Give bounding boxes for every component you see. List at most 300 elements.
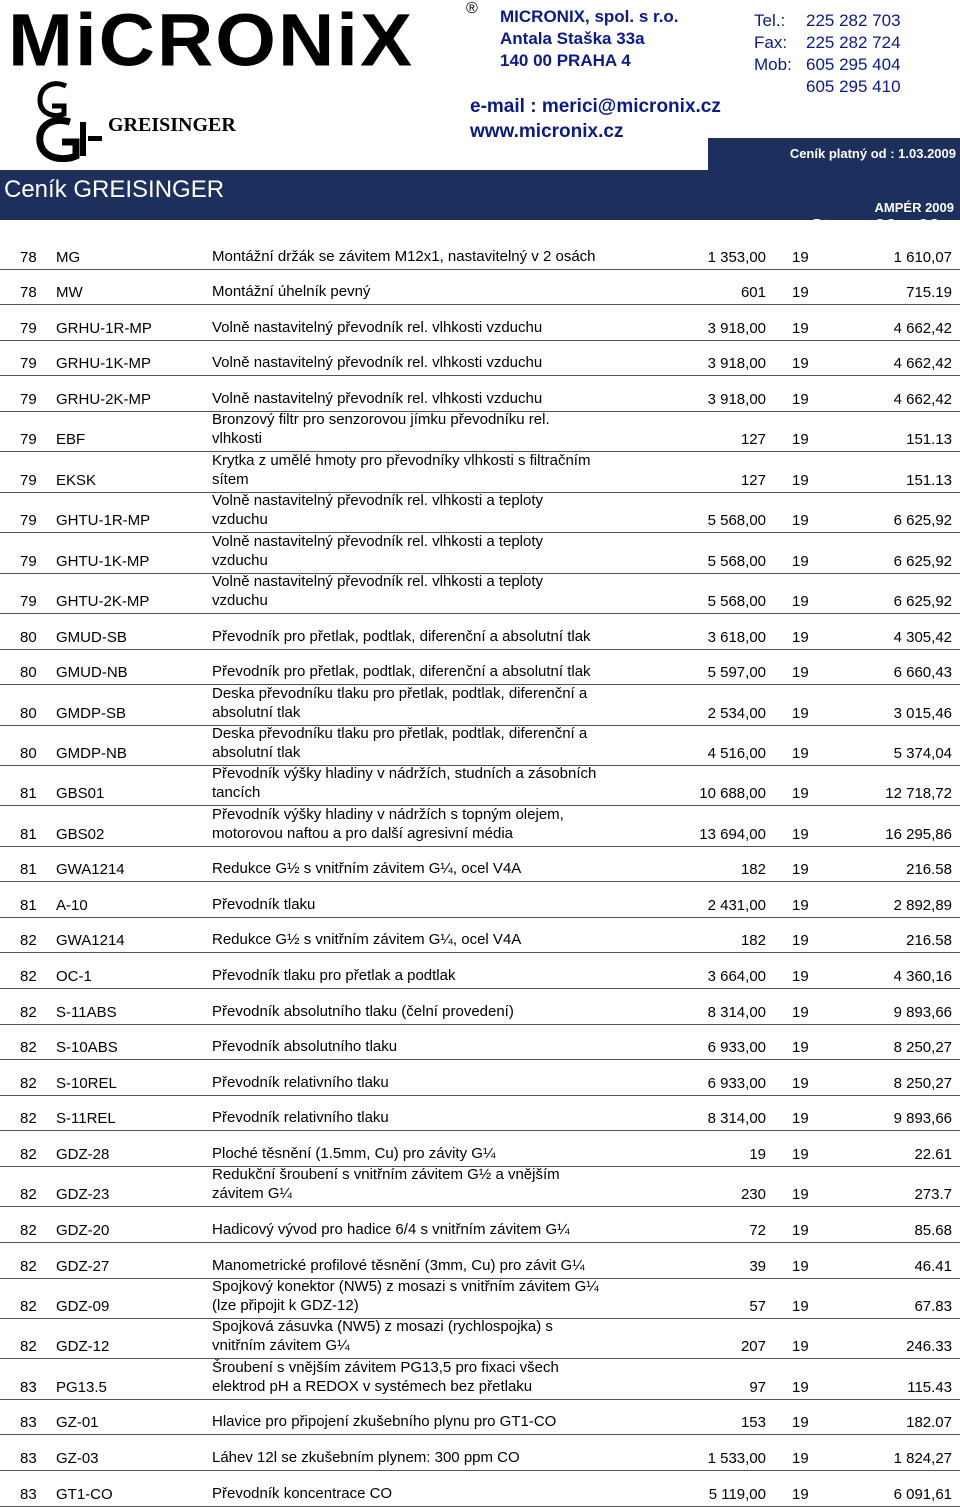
- total-cell: 6 625,92: [893, 592, 952, 610]
- description-cell: [212, 859, 521, 878]
- description-line-1: Převodník relativního tlaku: [212, 1073, 389, 1091]
- mob-value-2: 605 295 410: [806, 77, 901, 96]
- description-cell: [212, 895, 315, 914]
- price-cell: 5 568,00: [707, 552, 766, 570]
- price-cell: 3 618,00: [707, 628, 766, 646]
- group-cell: 80: [20, 628, 37, 646]
- vat-cell: 19: [792, 248, 809, 266]
- code-cell: GRHU-1R-MP: [56, 319, 152, 337]
- page-title: Ceník GREISINGER: [4, 176, 225, 203]
- vat-cell: 19: [792, 471, 809, 489]
- vat-cell: 19: [792, 1414, 809, 1432]
- table-row: [0, 806, 960, 846]
- vat-cell: 19: [792, 1485, 809, 1503]
- description-line-1: Redukce G½ s vnitřním závitem G¼, ocel V4A: [212, 860, 522, 878]
- table-row: [0, 574, 960, 614]
- description-line-2: tancích: [212, 784, 261, 802]
- price-table: [0, 234, 960, 1507]
- vat-cell: 19: [792, 932, 809, 950]
- group-cell: 83: [20, 1449, 37, 1467]
- description-cell: [212, 1277, 599, 1315]
- price-cell: 97: [749, 1378, 766, 1396]
- vat-cell: 19: [792, 744, 809, 762]
- price-cell: 1 353,00: [707, 248, 766, 266]
- group-cell: 82: [20, 1186, 37, 1204]
- table-row: [0, 341, 960, 377]
- website-link[interactable]: www.micronix.cz: [470, 121, 624, 142]
- code-cell: GZ-01: [56, 1414, 99, 1432]
- company-name: MICRONIX, spol. s r.o.: [500, 7, 679, 26]
- group-cell: 82: [20, 1039, 37, 1057]
- description-line-1: Volně nastavitelný převodník rel. vlhkosti a teploty: [212, 572, 544, 590]
- vat-cell: 19: [792, 552, 809, 570]
- description-line-2: vnitřním závitem G¼: [212, 1337, 350, 1355]
- total-cell: 67.83: [914, 1297, 952, 1315]
- description-cell: [212, 1037, 397, 1056]
- price-cell: 2 534,00: [707, 704, 766, 722]
- description-line-1: Volně nastavitelný převodník rel. vlhkosti a teploty: [212, 532, 544, 550]
- description-line-1: Volně nastavitelný převodník rel. vlhkosti vzduchu: [212, 318, 543, 336]
- description-cell: [212, 1412, 556, 1431]
- vat-cell: 19: [792, 785, 809, 803]
- code-cell: MG: [56, 248, 81, 266]
- description-line-1: Spojkový konektor (NW5) z mosazi s vnitřním závitem G¼: [212, 1277, 599, 1295]
- description-cell: [212, 1358, 559, 1396]
- amper-label: AMPÉR 2009: [874, 200, 954, 215]
- description-line-1: Převodník relativního tlaku: [212, 1109, 389, 1127]
- description-line-2: závitem G¼: [212, 1185, 293, 1203]
- code-cell: GDZ-20: [56, 1222, 110, 1239]
- description-cell: [212, 1220, 570, 1239]
- total-cell: 4 305,42: [893, 628, 952, 646]
- description-cell: [212, 684, 587, 722]
- total-cell: 1 824,27: [893, 1449, 952, 1467]
- description-line-1: Deska převodníku tlaku pro přetlak, podtlak, diferenční a: [212, 724, 588, 742]
- price-cell: 3 664,00: [707, 968, 766, 986]
- vat-cell: 19: [792, 968, 809, 986]
- table-row: [0, 270, 960, 306]
- code-cell: GBS01: [56, 785, 105, 803]
- description-cell: [212, 805, 564, 843]
- code-cell: OC-1: [56, 968, 92, 986]
- micronix-logo: MiCRONiX: [8, 0, 414, 82]
- description-line-2: absolutní tlak: [212, 703, 301, 721]
- group-cell: 79: [20, 390, 37, 408]
- table-row: [0, 953, 960, 989]
- vat-cell: 19: [792, 355, 809, 373]
- price-cell: 10 688,00: [699, 785, 766, 803]
- total-cell: 1 610,07: [893, 248, 952, 266]
- description-line-1: Převodník pro přetlak, podtlak, diferenční a absolutní tlak: [212, 627, 591, 645]
- description-cell: [212, 532, 543, 570]
- total-cell: 6 660,43: [893, 664, 952, 682]
- group-cell: 78: [20, 248, 37, 266]
- total-cell: 4 662,42: [893, 355, 952, 373]
- total-cell: 4 662,42: [893, 319, 952, 337]
- table-row: [0, 1243, 960, 1279]
- fax-value: 225 282 724: [806, 33, 901, 52]
- code-cell: GMDP-SB: [56, 704, 127, 722]
- vat-cell: 19: [792, 1146, 809, 1164]
- description-line-2: vzduchu: [212, 511, 268, 529]
- table-row: [0, 1167, 960, 1207]
- table-row: [0, 1471, 960, 1507]
- vat-cell: 19: [792, 1039, 809, 1057]
- code-cell: GRHU-2K-MP: [56, 390, 152, 408]
- price-cell: 182: [740, 861, 766, 879]
- company-address: [500, 6, 679, 72]
- description-cell: [212, 724, 587, 762]
- description-line-1: Převodník koncentrace CO: [212, 1484, 393, 1502]
- total-cell: 9 893,66: [893, 1110, 952, 1128]
- total-cell: 6 091,61: [893, 1485, 952, 1503]
- description-cell: [212, 1002, 514, 1021]
- description-line-2: vzduchu: [212, 551, 268, 569]
- description-line-2: elektrod pH a REDOX v systémech bez přetlaku: [212, 1377, 533, 1395]
- vat-cell: 19: [792, 664, 809, 682]
- group-cell: 81: [20, 825, 37, 843]
- description-line-2: vlhkosti: [212, 430, 263, 448]
- code-cell: GBS02: [56, 825, 105, 843]
- total-cell: 115.43: [907, 1378, 952, 1396]
- description-cell: [212, 1108, 389, 1127]
- description-line-1: Láhev 12l se zkušebním plynem: 300 ppm CO: [212, 1448, 520, 1466]
- table-row: [0, 1279, 960, 1319]
- description-line-1: Redukce G½ s vnitřním závitem G¼, ocel V4A: [212, 931, 522, 949]
- group-cell: 79: [20, 512, 37, 530]
- total-cell: 22.61: [914, 1146, 952, 1164]
- code-cell: GMUD-SB: [56, 628, 127, 646]
- description-cell: [212, 764, 596, 802]
- price-cell: 19: [749, 1146, 766, 1164]
- total-cell: 5 374,04: [893, 744, 952, 762]
- description-cell: [212, 1144, 495, 1163]
- description-cell: [212, 662, 591, 681]
- group-cell: 82: [20, 1003, 37, 1021]
- email-label: e-mail :: [470, 96, 542, 117]
- price-cell: 57: [749, 1297, 766, 1315]
- price-cell: 207: [740, 1338, 766, 1356]
- vat-cell: 19: [792, 1110, 809, 1128]
- vat-cell: 19: [792, 431, 809, 449]
- total-cell: 216.58: [906, 932, 952, 950]
- price-cell: 4 516,00: [707, 744, 766, 762]
- price-cell: 2 431,00: [707, 896, 766, 914]
- description-cell: [212, 318, 542, 337]
- group-cell: 81: [20, 861, 37, 879]
- table-row: [0, 685, 960, 725]
- group-cell: 82: [20, 1338, 37, 1356]
- description-cell: [212, 1317, 553, 1355]
- group-cell: 78: [20, 284, 37, 302]
- description-line-1: Volně nastavitelný převodník rel. vlhkosti vzduchu: [212, 354, 543, 372]
- group-cell: 82: [20, 1110, 37, 1128]
- group-cell: 79: [20, 319, 37, 337]
- description-line-2: absolutní tlak: [212, 743, 301, 761]
- vat-cell: 19: [792, 319, 809, 337]
- description-cell: [212, 1484, 392, 1503]
- total-cell: 16 295,86: [885, 825, 952, 843]
- description-line-1: Volně nastavitelný převodník rel. vlhkosti a teploty: [212, 492, 544, 510]
- vat-cell: 19: [792, 1257, 809, 1275]
- description-cell: [212, 451, 590, 489]
- description-line-1: Převodník výšky hladiny v nádržích, studních a zásobních: [212, 765, 597, 783]
- group-cell: 82: [20, 1257, 37, 1275]
- table-row: [0, 989, 960, 1025]
- title-bar: [0, 170, 960, 238]
- description-line-1: Převodník absolutního tlaku: [212, 1038, 398, 1056]
- price-cell: 8 314,00: [707, 1110, 766, 1128]
- group-cell: 82: [20, 1074, 37, 1092]
- price-cell: 6 933,00: [707, 1039, 766, 1057]
- table-row: [0, 1096, 960, 1132]
- code-cell: GHTU-1R-MP: [56, 512, 151, 530]
- price-cell: 13 694,00: [699, 825, 766, 843]
- code-cell: GWA1214: [56, 861, 125, 879]
- description-line-1: Hlavice pro připojení zkušebního plynu pro GT1-CO: [212, 1413, 557, 1431]
- table-row: [0, 1060, 960, 1096]
- group-cell: 82: [20, 1146, 37, 1164]
- code-cell: A-10: [56, 896, 88, 914]
- table-row: [0, 234, 960, 270]
- description-cell: [212, 966, 455, 985]
- code-cell: EKSK: [56, 471, 97, 489]
- description-line-1: Šroubení s vnějším závitem PG13,5 pro fixaci všech: [212, 1358, 559, 1376]
- code-cell: GHTU-1K-MP: [56, 552, 150, 570]
- group-cell: 80: [20, 664, 37, 682]
- table-row: [0, 650, 960, 686]
- group-cell: 79: [20, 552, 37, 570]
- description-cell: [212, 410, 550, 448]
- tel-label: Tel.:: [754, 11, 786, 30]
- table-row: [0, 726, 960, 766]
- validity-text: Ceník platný od : 1.03.2009: [789, 146, 956, 161]
- code-cell: GT1-CO: [56, 1485, 113, 1503]
- price-cell: 5 568,00: [707, 512, 766, 530]
- code-cell: GWA1214: [56, 932, 125, 950]
- code-cell: PG13.5: [56, 1378, 107, 1396]
- description-line-1: Spojková zásuvka (NW5) z mosazi (rychlospojka) s: [212, 1318, 553, 1336]
- description-line-1: Převodník výšky hladiny v nádržích s topným olejem,: [212, 805, 564, 823]
- group-cell: 79: [20, 431, 37, 449]
- group-cell: 81: [20, 785, 37, 803]
- total-cell: 6 625,92: [893, 512, 952, 530]
- description-line-1: Krytka z umělé hmoty pro převodníky vlhkosti s filtračním: [212, 451, 591, 469]
- code-cell: MW: [56, 284, 83, 302]
- vat-cell: 19: [792, 1186, 809, 1204]
- total-cell: 182.07: [906, 1414, 952, 1432]
- description-cell: [212, 930, 521, 949]
- description-line-1: Montážní držák se závitem M12x1, nastavitelný v 2 osách: [212, 247, 596, 265]
- price-cell: 72: [749, 1222, 766, 1239]
- code-cell: S-11REL: [56, 1110, 116, 1128]
- page-number: Strana 20 z 20: [809, 216, 940, 238]
- email-link[interactable]: merici@micronix.cz: [541, 96, 721, 117]
- code-cell: S-10ABS: [56, 1039, 118, 1057]
- description-line-2: sítem: [212, 470, 249, 488]
- group-cell: 83: [20, 1414, 37, 1432]
- description-cell: [212, 1256, 585, 1275]
- total-cell: 8 250,27: [893, 1074, 952, 1092]
- table-row: [0, 847, 960, 883]
- description-cell: [212, 389, 542, 408]
- group-cell: 82: [20, 1222, 37, 1239]
- total-cell: 8 250,27: [893, 1039, 952, 1057]
- description-line-1: Převodník tlaku: [212, 895, 316, 913]
- greisinger-logo-icon: [36, 76, 104, 162]
- group-cell: 82: [20, 968, 37, 986]
- company-city: 140 00 PRAHA 4: [500, 51, 631, 70]
- fax-label: Fax:: [754, 33, 788, 52]
- table-row: [0, 1131, 960, 1167]
- total-cell: 6 625,92: [893, 552, 952, 570]
- vat-cell: 19: [792, 1297, 809, 1315]
- code-cell: GZ-03: [56, 1449, 99, 1467]
- description-line-1: Převodník tlaku pro přetlak a podtlak: [212, 967, 456, 985]
- group-cell: 80: [20, 744, 37, 762]
- description-line-1: Hadicový vývod pro hadice 6/4 s vnitřním závitem G¼: [212, 1221, 570, 1238]
- table-row: [0, 614, 960, 650]
- vat-cell: 19: [792, 628, 809, 646]
- total-cell: 151.13: [906, 471, 952, 489]
- description-line-1: Redukční šroubení s vnitřním závitem G½ a vnějším: [212, 1166, 560, 1184]
- table-row: [0, 1400, 960, 1436]
- vat-cell: 19: [792, 1222, 809, 1239]
- total-cell: 715.19: [906, 284, 952, 302]
- description-line-1: Deska převodníku tlaku pro přetlak, podtlak, diferenční a: [212, 684, 588, 702]
- code-cell: GRHU-1K-MP: [56, 355, 152, 373]
- vat-cell: 19: [792, 284, 809, 302]
- price-cell: 8 314,00: [707, 1003, 766, 1021]
- total-cell: 3 015,46: [893, 704, 952, 722]
- description-cell: [212, 491, 543, 529]
- price-cell: 5 568,00: [707, 592, 766, 610]
- table-row: [0, 452, 960, 492]
- price-cell: 230: [740, 1186, 766, 1204]
- description-cell: [212, 627, 591, 646]
- table-row: [0, 305, 960, 341]
- vat-cell: 19: [792, 592, 809, 610]
- description-line-2: motorovou naftou a pro další agresivní média: [212, 824, 514, 842]
- validity-bar: [708, 138, 960, 170]
- table-row: [0, 882, 960, 918]
- company-street: Antala Staška 33a: [500, 29, 645, 48]
- vat-cell: 19: [792, 896, 809, 914]
- description-cell: [212, 572, 543, 610]
- code-cell: GDZ-28: [56, 1146, 110, 1164]
- table-row: [0, 1435, 960, 1471]
- total-cell: 4 360,16: [893, 968, 952, 986]
- description-cell: [212, 353, 542, 372]
- page-header: [0, 0, 960, 238]
- total-cell: 216.58: [906, 861, 952, 879]
- price-cell: 39: [749, 1257, 766, 1275]
- description-cell: [212, 1448, 520, 1467]
- group-cell: 83: [20, 1485, 37, 1503]
- code-cell: GDZ-23: [56, 1186, 110, 1204]
- total-cell: 151.13: [906, 431, 952, 449]
- price-cell: 182: [740, 932, 766, 950]
- table-row: [0, 493, 960, 533]
- table-row: [0, 533, 960, 573]
- mob-label: Mob:: [754, 55, 792, 74]
- price-cell: 3 918,00: [707, 355, 766, 373]
- description-cell: [212, 1073, 389, 1092]
- total-cell: 9 893,66: [893, 1003, 952, 1021]
- price-cell: 3 918,00: [707, 390, 766, 408]
- code-cell: EBF: [56, 431, 86, 449]
- description-line-1: Manometrické profilové těsnění (3mm, Cu) pro závit G¼: [212, 1256, 585, 1274]
- contact-values: [806, 10, 901, 98]
- vat-cell: 19: [792, 512, 809, 530]
- vat-cell: 19: [792, 390, 809, 408]
- total-cell: 2 892,89: [893, 896, 952, 914]
- table-row: [0, 1025, 960, 1061]
- description-cell: [212, 282, 370, 301]
- code-cell: GMUD-NB: [56, 664, 128, 682]
- table-row: [0, 766, 960, 806]
- code-cell: S-10REL: [56, 1074, 117, 1092]
- description-cell: [212, 1165, 560, 1203]
- total-cell: 85.68: [914, 1222, 952, 1239]
- vat-cell: 19: [792, 1074, 809, 1092]
- contact-labels: [754, 10, 792, 76]
- price-cell: 127: [740, 431, 766, 449]
- group-cell: 81: [20, 896, 37, 914]
- total-cell: 246.33: [906, 1338, 952, 1356]
- code-cell: S-11ABS: [56, 1003, 117, 1021]
- code-cell: GHTU-2K-MP: [56, 592, 150, 610]
- code-cell: GDZ-27: [56, 1257, 110, 1275]
- description-line-1: Montážní úhelník pevný: [212, 283, 371, 301]
- price-cell: 5 597,00: [707, 664, 766, 682]
- registered-mark: ®: [466, 0, 478, 17]
- price-cell: 601: [740, 284, 766, 302]
- table-row: [0, 412, 960, 452]
- table-row: [0, 1319, 960, 1359]
- description-line-1: Volně nastavitelný převodník rel. vlhkosti vzduchu: [212, 389, 543, 407]
- total-cell: 12 718,72: [885, 785, 952, 803]
- total-cell: 4 662,42: [893, 390, 952, 408]
- vat-cell: 19: [792, 1449, 809, 1467]
- price-cell: 6 933,00: [707, 1074, 766, 1092]
- table-row: [0, 376, 960, 412]
- vat-cell: 19: [792, 861, 809, 879]
- table-row: [0, 918, 960, 954]
- code-cell: GMDP-NB: [56, 744, 127, 762]
- description-line-1: Převodník absolutního tlaku (čelní provedení): [212, 1002, 514, 1020]
- code-cell: GDZ-09: [56, 1297, 110, 1315]
- description-line-2: (lze připojit k GDZ-12): [212, 1296, 359, 1314]
- group-cell: 83: [20, 1378, 37, 1396]
- group-cell: 79: [20, 592, 37, 610]
- total-cell: 46.41: [914, 1257, 952, 1275]
- price-cell: 153: [740, 1414, 766, 1432]
- tel-value: 225 282 703: [806, 11, 901, 30]
- total-cell: 273.7: [914, 1186, 952, 1204]
- group-cell: 80: [20, 704, 37, 722]
- description-line-1: Bronzový filtr pro senzorovou jímku převodníku rel.: [212, 411, 550, 429]
- code-cell: GDZ-12: [56, 1338, 110, 1356]
- mob-value-1: 605 295 404: [806, 55, 901, 74]
- group-cell: 82: [20, 932, 37, 950]
- price-cell: 127: [740, 471, 766, 489]
- group-cell: 79: [20, 355, 37, 373]
- email-line: [470, 96, 721, 118]
- description-line-1: Převodník pro přetlak, podtlak, diferenční a absolutní tlak: [212, 663, 591, 681]
- greisinger-logo-text: GREISINGER: [108, 114, 236, 136]
- group-cell: 79: [20, 471, 37, 489]
